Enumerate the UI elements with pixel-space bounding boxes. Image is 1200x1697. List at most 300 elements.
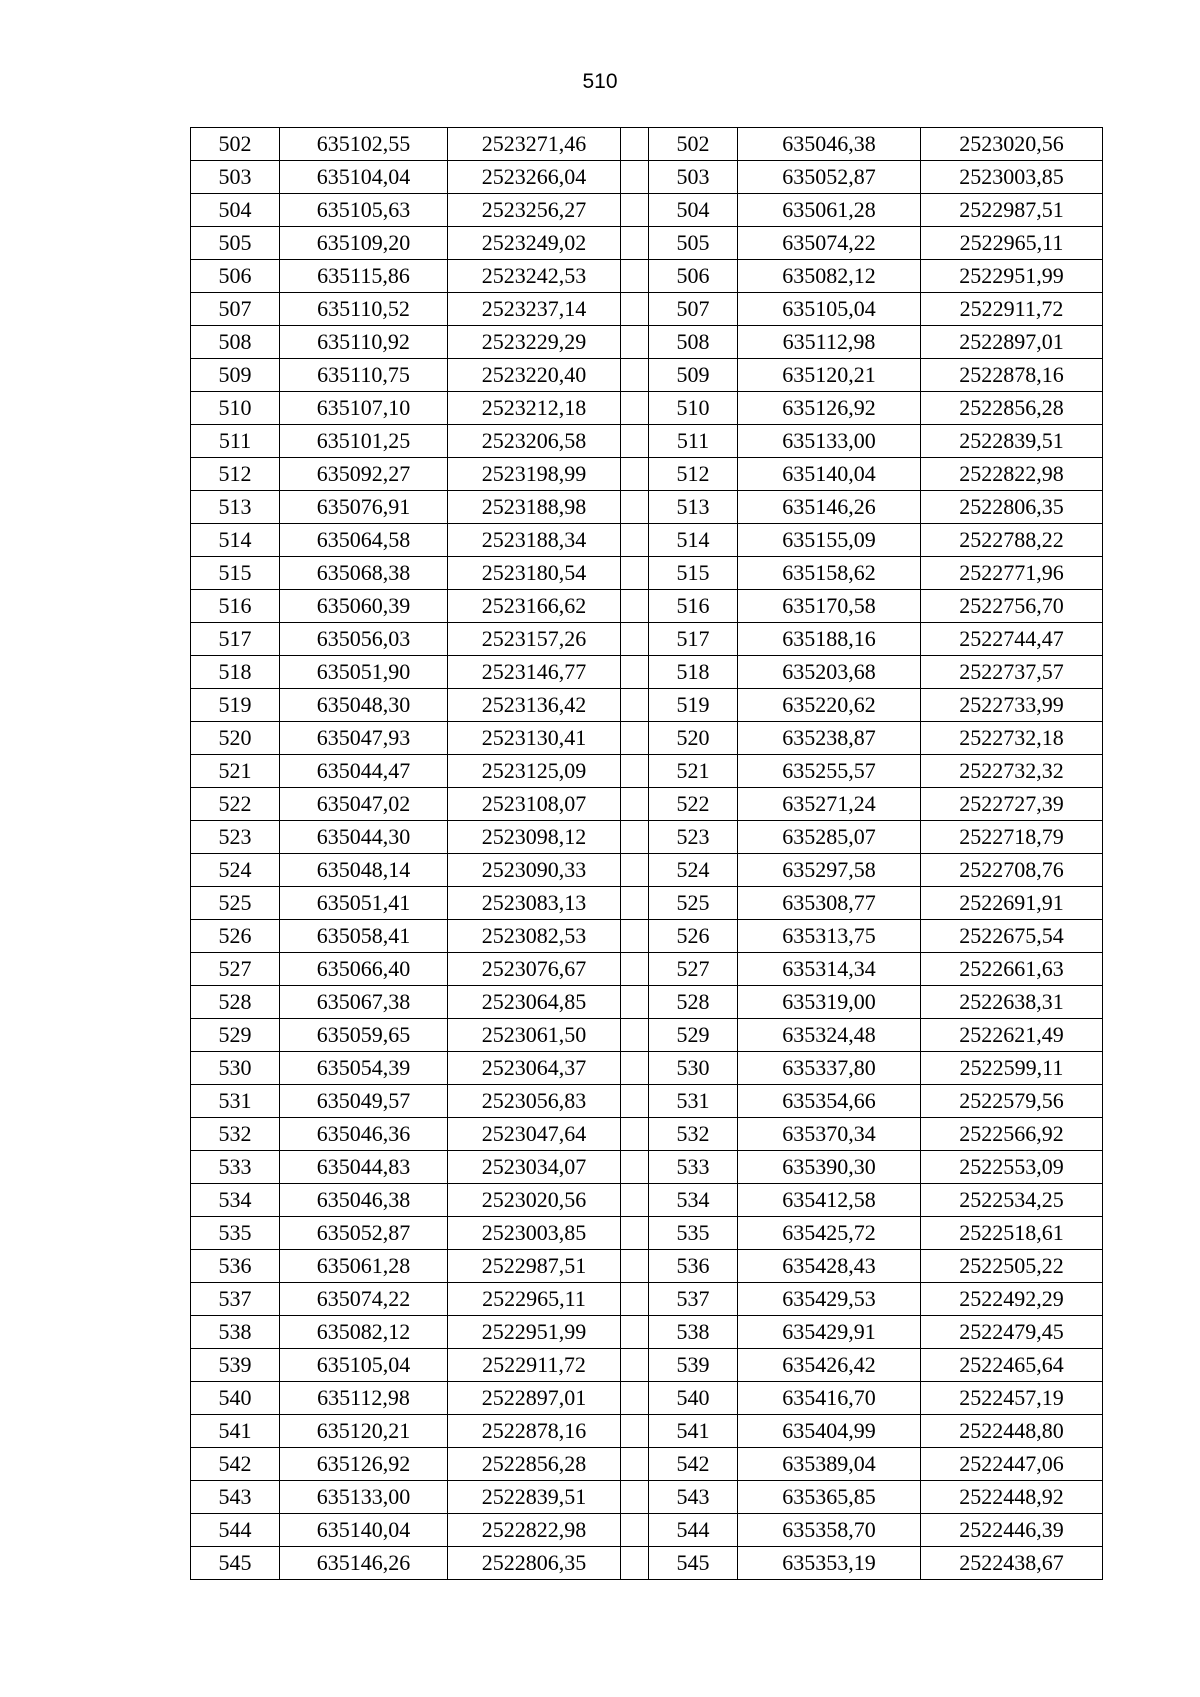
x-coordinate-right: 635133,00 <box>738 425 921 458</box>
y-coordinate-left: 2523098,12 <box>448 821 621 854</box>
table-row <box>191 1547 1103 1580</box>
x-coordinate-left: 635044,30 <box>280 821 448 854</box>
point-number-left: 533 <box>191 1151 280 1184</box>
y-coordinate-right: 2523020,56 <box>921 128 1103 161</box>
point-number-right: 509 <box>649 359 738 392</box>
y-coordinate-right: 2522708,76 <box>921 854 1103 887</box>
x-coordinate-left: 635064,58 <box>280 524 448 557</box>
separator-cell <box>621 656 649 689</box>
separator-cell <box>621 161 649 194</box>
separator-cell <box>621 524 649 557</box>
x-coordinate-right: 635120,21 <box>738 359 921 392</box>
separator-cell <box>621 194 649 227</box>
separator-cell <box>621 953 649 986</box>
table-row <box>191 953 1103 986</box>
table-row <box>191 689 1103 722</box>
x-coordinate-left: 635074,22 <box>280 1283 448 1316</box>
table-row <box>191 194 1103 227</box>
y-coordinate-right: 2522518,61 <box>921 1217 1103 1250</box>
separator-cell <box>621 788 649 821</box>
point-number-right: 502 <box>649 128 738 161</box>
x-coordinate-left: 635101,25 <box>280 425 448 458</box>
point-number-right: 516 <box>649 590 738 623</box>
y-coordinate-left: 2523076,67 <box>448 953 621 986</box>
y-coordinate-right: 2522492,29 <box>921 1283 1103 1316</box>
y-coordinate-right: 2522438,67 <box>921 1547 1103 1580</box>
y-coordinate-right: 2522718,79 <box>921 821 1103 854</box>
point-number-right: 540 <box>649 1382 738 1415</box>
x-coordinate-left: 635105,04 <box>280 1349 448 1382</box>
x-coordinate-right: 635238,87 <box>738 722 921 755</box>
x-coordinate-left: 635048,30 <box>280 689 448 722</box>
point-number-left: 545 <box>191 1547 280 1580</box>
x-coordinate-left: 635105,63 <box>280 194 448 227</box>
x-coordinate-left: 635082,12 <box>280 1316 448 1349</box>
point-number-right: 522 <box>649 788 738 821</box>
y-coordinate-left: 2523266,04 <box>448 161 621 194</box>
point-number-right: 513 <box>649 491 738 524</box>
point-number-right: 533 <box>649 1151 738 1184</box>
x-coordinate-right: 635389,04 <box>738 1448 921 1481</box>
y-coordinate-left: 2523061,50 <box>448 1019 621 1052</box>
y-coordinate-right: 2522447,06 <box>921 1448 1103 1481</box>
point-number-left: 519 <box>191 689 280 722</box>
page-number: 510 <box>582 70 618 93</box>
separator-cell <box>621 1547 649 1580</box>
table-row <box>191 491 1103 524</box>
table-row <box>191 1118 1103 1151</box>
point-number-left: 516 <box>191 590 280 623</box>
y-coordinate-right: 2522737,57 <box>921 656 1103 689</box>
y-coordinate-left: 2523034,07 <box>448 1151 621 1184</box>
table-row <box>191 557 1103 590</box>
table-row <box>191 722 1103 755</box>
x-coordinate-right: 635308,77 <box>738 887 921 920</box>
table-row <box>191 821 1103 854</box>
y-coordinate-right: 2522897,01 <box>921 326 1103 359</box>
y-coordinate-left: 2523212,18 <box>448 392 621 425</box>
separator-cell <box>621 1085 649 1118</box>
x-coordinate-right: 635404,99 <box>738 1415 921 1448</box>
x-coordinate-left: 635054,39 <box>280 1052 448 1085</box>
y-coordinate-left: 2522965,11 <box>448 1283 621 1316</box>
separator-cell <box>621 227 649 260</box>
y-coordinate-right: 2522621,49 <box>921 1019 1103 1052</box>
y-coordinate-right: 2522951,99 <box>921 260 1103 293</box>
x-coordinate-right: 635426,42 <box>738 1349 921 1382</box>
point-number-left: 543 <box>191 1481 280 1514</box>
x-coordinate-right: 635046,38 <box>738 128 921 161</box>
y-coordinate-left: 2523206,58 <box>448 425 621 458</box>
x-coordinate-left: 635120,21 <box>280 1415 448 1448</box>
y-coordinate-right: 2522806,35 <box>921 491 1103 524</box>
y-coordinate-right: 2522856,28 <box>921 392 1103 425</box>
y-coordinate-right: 2522534,25 <box>921 1184 1103 1217</box>
separator-cell <box>621 1184 649 1217</box>
table-row <box>191 1316 1103 1349</box>
separator-cell <box>621 623 649 656</box>
table-row <box>191 1217 1103 1250</box>
x-coordinate-left: 635044,47 <box>280 755 448 788</box>
y-coordinate-right: 2523003,85 <box>921 161 1103 194</box>
separator-cell <box>621 1481 649 1514</box>
point-number-right: 515 <box>649 557 738 590</box>
y-coordinate-left: 2522856,28 <box>448 1448 621 1481</box>
y-coordinate-left: 2523249,02 <box>448 227 621 260</box>
point-number-left: 531 <box>191 1085 280 1118</box>
point-number-right: 505 <box>649 227 738 260</box>
point-number-left: 509 <box>191 359 280 392</box>
y-coordinate-left: 2523108,07 <box>448 788 621 821</box>
y-coordinate-left: 2523090,33 <box>448 854 621 887</box>
y-coordinate-right: 2522675,54 <box>921 920 1103 953</box>
x-coordinate-left: 635047,93 <box>280 722 448 755</box>
x-coordinate-right: 635324,48 <box>738 1019 921 1052</box>
x-coordinate-left: 635133,00 <box>280 1481 448 1514</box>
x-coordinate-left: 635051,90 <box>280 656 448 689</box>
point-number-left: 504 <box>191 194 280 227</box>
point-number-left: 512 <box>191 458 280 491</box>
point-number-left: 541 <box>191 1415 280 1448</box>
x-coordinate-right: 635052,87 <box>738 161 921 194</box>
table-row <box>191 1085 1103 1118</box>
point-number-right: 545 <box>649 1547 738 1580</box>
x-coordinate-left: 635067,38 <box>280 986 448 1019</box>
separator-cell <box>621 1019 649 1052</box>
y-coordinate-left: 2523064,85 <box>448 986 621 1019</box>
x-coordinate-right: 635416,70 <box>738 1382 921 1415</box>
y-coordinate-left: 2522806,35 <box>448 1547 621 1580</box>
y-coordinate-left: 2522839,51 <box>448 1481 621 1514</box>
x-coordinate-left: 635104,04 <box>280 161 448 194</box>
point-number-left: 522 <box>191 788 280 821</box>
table-row <box>191 1250 1103 1283</box>
y-coordinate-right: 2522446,39 <box>921 1514 1103 1547</box>
y-coordinate-right: 2522822,98 <box>921 458 1103 491</box>
x-coordinate-right: 635271,24 <box>738 788 921 821</box>
y-coordinate-left: 2523064,37 <box>448 1052 621 1085</box>
y-coordinate-left: 2522987,51 <box>448 1250 621 1283</box>
x-coordinate-left: 635109,20 <box>280 227 448 260</box>
x-coordinate-right: 635370,34 <box>738 1118 921 1151</box>
point-number-left: 518 <box>191 656 280 689</box>
table-row <box>191 887 1103 920</box>
x-coordinate-right: 635319,00 <box>738 986 921 1019</box>
table-row <box>191 788 1103 821</box>
x-coordinate-left: 635146,26 <box>280 1547 448 1580</box>
point-number-left: 538 <box>191 1316 280 1349</box>
x-coordinate-left: 635060,39 <box>280 590 448 623</box>
separator-cell <box>621 260 649 293</box>
point-number-left: 517 <box>191 623 280 656</box>
y-coordinate-right: 2522479,45 <box>921 1316 1103 1349</box>
point-number-left: 508 <box>191 326 280 359</box>
y-coordinate-right: 2522691,91 <box>921 887 1103 920</box>
y-coordinate-right: 2522599,11 <box>921 1052 1103 1085</box>
y-coordinate-left: 2523271,46 <box>448 128 621 161</box>
point-number-right: 529 <box>649 1019 738 1052</box>
point-number-left: 525 <box>191 887 280 920</box>
y-coordinate-right: 2522911,72 <box>921 293 1103 326</box>
y-coordinate-right: 2522744,47 <box>921 623 1103 656</box>
separator-cell <box>621 359 649 392</box>
separator-cell <box>621 1514 649 1547</box>
point-number-right: 541 <box>649 1415 738 1448</box>
y-coordinate-right: 2522771,96 <box>921 557 1103 590</box>
x-coordinate-right: 635170,58 <box>738 590 921 623</box>
table-row <box>191 1019 1103 1052</box>
x-coordinate-left: 635092,27 <box>280 458 448 491</box>
x-coordinate-right: 635220,62 <box>738 689 921 722</box>
point-number-left: 507 <box>191 293 280 326</box>
y-coordinate-left: 2523188,34 <box>448 524 621 557</box>
x-coordinate-right: 635354,66 <box>738 1085 921 1118</box>
x-coordinate-right: 635061,28 <box>738 194 921 227</box>
point-number-left: 521 <box>191 755 280 788</box>
x-coordinate-right: 635353,19 <box>738 1547 921 1580</box>
y-coordinate-left: 2522897,01 <box>448 1382 621 1415</box>
point-number-left: 542 <box>191 1448 280 1481</box>
point-number-right: 517 <box>649 623 738 656</box>
x-coordinate-right: 635255,57 <box>738 755 921 788</box>
table-row <box>191 590 1103 623</box>
separator-cell <box>621 755 649 788</box>
separator-cell <box>621 1349 649 1382</box>
separator-cell <box>621 1448 649 1481</box>
x-coordinate-left: 635115,86 <box>280 260 448 293</box>
x-coordinate-right: 635390,30 <box>738 1151 921 1184</box>
separator-cell <box>621 1217 649 1250</box>
point-number-left: 539 <box>191 1349 280 1382</box>
separator-cell <box>621 326 649 359</box>
y-coordinate-right: 2522448,92 <box>921 1481 1103 1514</box>
point-number-right: 527 <box>649 953 738 986</box>
y-coordinate-left: 2523256,27 <box>448 194 621 227</box>
y-coordinate-right: 2522661,63 <box>921 953 1103 986</box>
x-coordinate-left: 635049,57 <box>280 1085 448 1118</box>
table-row <box>191 260 1103 293</box>
point-number-left: 528 <box>191 986 280 1019</box>
point-number-right: 503 <box>649 161 738 194</box>
y-coordinate-right: 2522727,39 <box>921 788 1103 821</box>
y-coordinate-right: 2522448,80 <box>921 1415 1103 1448</box>
x-coordinate-right: 635285,07 <box>738 821 921 854</box>
point-number-left: 529 <box>191 1019 280 1052</box>
point-number-left: 537 <box>191 1283 280 1316</box>
point-number-right: 528 <box>649 986 738 1019</box>
y-coordinate-right: 2522457,19 <box>921 1382 1103 1415</box>
x-coordinate-right: 635429,91 <box>738 1316 921 1349</box>
y-coordinate-right: 2522566,92 <box>921 1118 1103 1151</box>
y-coordinate-left: 2523242,53 <box>448 260 621 293</box>
separator-cell <box>621 491 649 524</box>
y-coordinate-right: 2522732,32 <box>921 755 1103 788</box>
separator-cell <box>621 1250 649 1283</box>
point-number-right: 532 <box>649 1118 738 1151</box>
separator-cell <box>621 128 649 161</box>
y-coordinate-left: 2523136,42 <box>448 689 621 722</box>
point-number-right: 506 <box>649 260 738 293</box>
x-coordinate-left: 635066,40 <box>280 953 448 986</box>
table-row <box>191 293 1103 326</box>
coordinates-table-body <box>191 128 1103 1580</box>
separator-cell <box>621 920 649 953</box>
x-coordinate-left: 635068,38 <box>280 557 448 590</box>
separator-cell <box>621 293 649 326</box>
x-coordinate-right: 635074,22 <box>738 227 921 260</box>
x-coordinate-right: 635082,12 <box>738 260 921 293</box>
table-row <box>191 1448 1103 1481</box>
y-coordinate-right: 2522788,22 <box>921 524 1103 557</box>
point-number-left: 502 <box>191 128 280 161</box>
x-coordinate-left: 635126,92 <box>280 1448 448 1481</box>
table-row <box>191 1514 1103 1547</box>
y-coordinate-left: 2523003,85 <box>448 1217 621 1250</box>
x-coordinate-left: 635076,91 <box>280 491 448 524</box>
x-coordinate-left: 635046,36 <box>280 1118 448 1151</box>
point-number-left: 536 <box>191 1250 280 1283</box>
y-coordinate-left: 2523082,53 <box>448 920 621 953</box>
y-coordinate-left: 2522878,16 <box>448 1415 621 1448</box>
point-number-right: 508 <box>649 326 738 359</box>
x-coordinate-left: 635102,55 <box>280 128 448 161</box>
y-coordinate-right: 2522465,64 <box>921 1349 1103 1382</box>
x-coordinate-left: 635110,52 <box>280 293 448 326</box>
y-coordinate-right: 2522579,56 <box>921 1085 1103 1118</box>
separator-cell <box>621 821 649 854</box>
table-row <box>191 1382 1103 1415</box>
separator-cell <box>621 1415 649 1448</box>
point-number-left: 523 <box>191 821 280 854</box>
point-number-left: 505 <box>191 227 280 260</box>
y-coordinate-left: 2522951,99 <box>448 1316 621 1349</box>
y-coordinate-left: 2523229,29 <box>448 326 621 359</box>
table-row <box>191 359 1103 392</box>
x-coordinate-left: 635051,41 <box>280 887 448 920</box>
y-coordinate-right: 2522987,51 <box>921 194 1103 227</box>
point-number-right: 520 <box>649 722 738 755</box>
point-number-right: 519 <box>649 689 738 722</box>
point-number-right: 536 <box>649 1250 738 1283</box>
point-number-right: 526 <box>649 920 738 953</box>
table-row <box>191 227 1103 260</box>
y-coordinate-left: 2523083,13 <box>448 887 621 920</box>
separator-cell <box>621 689 649 722</box>
x-coordinate-right: 635203,68 <box>738 656 921 689</box>
x-coordinate-left: 635107,10 <box>280 392 448 425</box>
point-number-left: 540 <box>191 1382 280 1415</box>
table-row <box>191 326 1103 359</box>
point-number-right: 504 <box>649 194 738 227</box>
y-coordinate-right: 2522505,22 <box>921 1250 1103 1283</box>
point-number-right: 523 <box>649 821 738 854</box>
table-row <box>191 161 1103 194</box>
point-number-right: 510 <box>649 392 738 425</box>
separator-cell <box>621 722 649 755</box>
x-coordinate-right: 635412,58 <box>738 1184 921 1217</box>
x-coordinate-right: 635358,70 <box>738 1514 921 1547</box>
x-coordinate-right: 635112,98 <box>738 326 921 359</box>
point-number-left: 527 <box>191 953 280 986</box>
y-coordinate-left: 2523125,09 <box>448 755 621 788</box>
y-coordinate-left: 2523180,54 <box>448 557 621 590</box>
point-number-left: 524 <box>191 854 280 887</box>
table-row <box>191 920 1103 953</box>
x-coordinate-right: 635158,62 <box>738 557 921 590</box>
point-number-right: 534 <box>649 1184 738 1217</box>
x-coordinate-right: 635155,09 <box>738 524 921 557</box>
table-row <box>191 128 1103 161</box>
separator-cell <box>621 590 649 623</box>
separator-cell <box>621 1316 649 1349</box>
y-coordinate-left: 2523146,77 <box>448 656 621 689</box>
x-coordinate-left: 635047,02 <box>280 788 448 821</box>
table-row <box>191 1151 1103 1184</box>
table-row <box>191 854 1103 887</box>
separator-cell <box>621 392 649 425</box>
table-row <box>191 1481 1103 1514</box>
x-coordinate-right: 635425,72 <box>738 1217 921 1250</box>
x-coordinate-left: 635056,03 <box>280 623 448 656</box>
separator-cell <box>621 1283 649 1316</box>
x-coordinate-left: 635110,75 <box>280 359 448 392</box>
point-number-left: 513 <box>191 491 280 524</box>
x-coordinate-right: 635337,80 <box>738 1052 921 1085</box>
point-number-left: 544 <box>191 1514 280 1547</box>
point-number-left: 515 <box>191 557 280 590</box>
y-coordinate-left: 2522911,72 <box>448 1349 621 1382</box>
table-row <box>191 986 1103 1019</box>
point-number-right: 531 <box>649 1085 738 1118</box>
x-coordinate-right: 635146,26 <box>738 491 921 524</box>
y-coordinate-left: 2523237,14 <box>448 293 621 326</box>
x-coordinate-right: 635429,53 <box>738 1283 921 1316</box>
x-coordinate-left: 635110,92 <box>280 326 448 359</box>
y-coordinate-left: 2523047,64 <box>448 1118 621 1151</box>
y-coordinate-left: 2523130,41 <box>448 722 621 755</box>
point-number-right: 538 <box>649 1316 738 1349</box>
x-coordinate-left: 635061,28 <box>280 1250 448 1283</box>
point-number-left: 530 <box>191 1052 280 1085</box>
x-coordinate-right: 635105,04 <box>738 293 921 326</box>
x-coordinate-left: 635044,83 <box>280 1151 448 1184</box>
point-number-left: 532 <box>191 1118 280 1151</box>
table-row <box>191 755 1103 788</box>
separator-cell <box>621 1052 649 1085</box>
y-coordinate-right: 2522638,31 <box>921 986 1103 1019</box>
separator-cell <box>621 1118 649 1151</box>
x-coordinate-right: 635314,34 <box>738 953 921 986</box>
point-number-right: 518 <box>649 656 738 689</box>
table-row <box>191 1052 1103 1085</box>
x-coordinate-right: 635365,85 <box>738 1481 921 1514</box>
x-coordinate-left: 635140,04 <box>280 1514 448 1547</box>
y-coordinate-right: 2522965,11 <box>921 227 1103 260</box>
point-number-left: 526 <box>191 920 280 953</box>
table-row <box>191 1349 1103 1382</box>
y-coordinate-left: 2522822,98 <box>448 1514 621 1547</box>
y-coordinate-right: 2522839,51 <box>921 425 1103 458</box>
y-coordinate-left: 2523166,62 <box>448 590 621 623</box>
x-coordinate-right: 635297,58 <box>738 854 921 887</box>
separator-cell <box>621 887 649 920</box>
separator-cell <box>621 458 649 491</box>
y-coordinate-left: 2523220,40 <box>448 359 621 392</box>
x-coordinate-right: 635126,92 <box>738 392 921 425</box>
point-number-left: 503 <box>191 161 280 194</box>
table-row <box>191 656 1103 689</box>
point-number-right: 512 <box>649 458 738 491</box>
